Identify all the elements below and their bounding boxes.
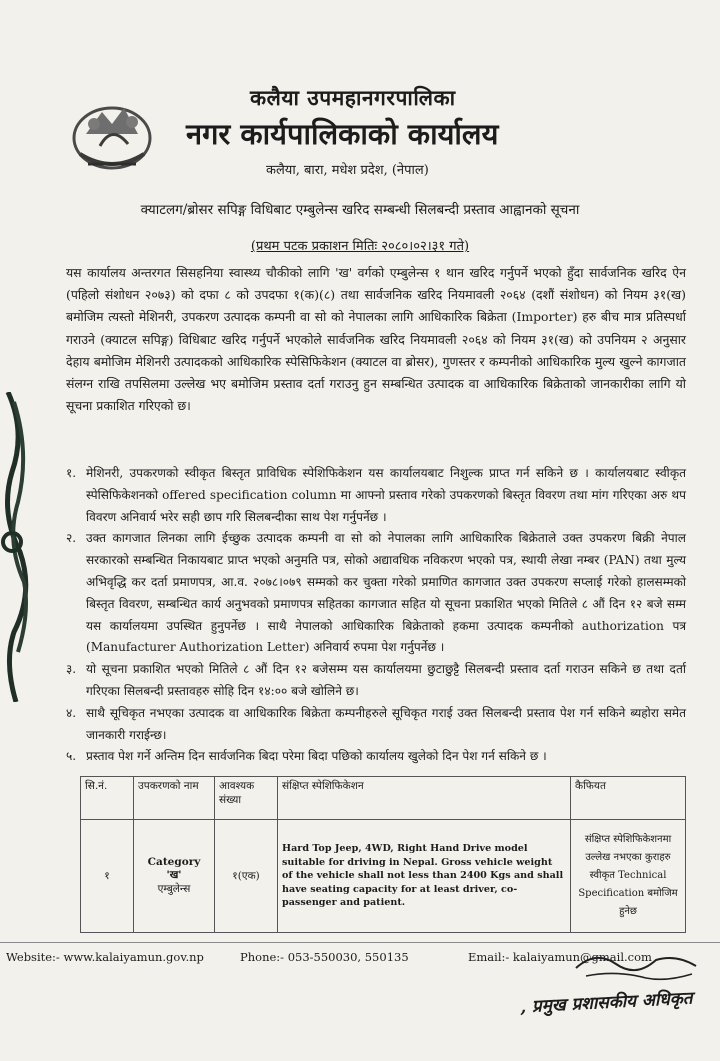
column-header-quantity: आवश्यक संख्या bbox=[215, 777, 278, 820]
list-item-text: यो सूचना प्रकाशित भएको मितिले ८ औं दिन १२ बजेसम्म यस कार्यालयमा छुटाछुट्टै सिलबन्दी प्रस्ताव दर्ता गराउन सकिने छ तथा दर्ता गरिएका सिलबन्दी प्रस्तावहरु सोहि दिन १४:०० बजे खोलिने छ। bbox=[86, 662, 686, 698]
footer-email: Email:- kalaiyamun@gmail.com bbox=[468, 950, 652, 964]
list-item-text: उक्त कागजात लिनका लागि ईच्छुक उत्पादक कम्पनी वा सो को नेपालका लागि आधिकारिक बिक्रेताले उक्त उपकरण बिक्री नेपाल सरकारको सम्बन्धित निकायबाट प्राप्त भएको अनुमति पत्र, सोको अद्यावधिक नविकरण भएको पत्र, स्थायी लेखा नम्बर (PAN) तथा मुल्य अभिवृद्धि कर दर्ता प्रमाणपत्र, आ.व. २०७८।०७९ सम्मको कर चुक्ता गरेको प्रमाणित कागजात उक्त उपकरण सप्लाई गरेको हालसम्मको बिस्तृत विवरण, सम्बन्धित कार्य अनुभवको प्रमाणपत्र सहितका कागजात सहित यो सूचना प्रकाशित भएको मितिले ८ औं दिन १२ बजे सम्म यस कार्यालयमा उपस्थित हुनुपर्नेछ । साथै नेपालको आधिकारिक बिक्रेताको हकमा उत्पादक कम्पनीको authorization पत्र (Manufacturer Authorization Letter) अनिवार्य रुपमा पेश गर्नुपर्नेछ । bbox=[86, 531, 686, 655]
cell-name-line: Category bbox=[147, 856, 201, 868]
list-item bbox=[66, 746, 686, 768]
list-item-number: ५. bbox=[66, 749, 77, 764]
column-header-specification: संक्षिप्त स्पेशिफिकेशन bbox=[278, 777, 571, 820]
footer-website: Website:- www.kalaiyamun.gov.np bbox=[6, 950, 204, 964]
government-emblem-icon bbox=[66, 94, 158, 178]
list-item bbox=[66, 703, 686, 747]
publication-date-text: (प्रथम पटक प्रकाशन मितिः २०८०।०२।३१ गते) bbox=[250, 239, 470, 254]
conditions-list bbox=[66, 463, 686, 768]
cell-name-line: 'ख' bbox=[166, 869, 182, 881]
list-item bbox=[66, 463, 686, 528]
list-item-number: २. bbox=[66, 531, 77, 546]
list-item-text: मेशिनरी, उपकरणको स्वीकृत बिस्तृत प्राविधिक स्पेशिफिकेशन यस कार्यालयबाट निशुल्क प्राप्त गर्न सकिने छ । कार्यालयबाट स्वीकृत स्पेसिफिकेशनको offered specification column मा आफ्नो प्रस्ताव गरेको उपकरणको बिस्तृत विवरण तथा मांग गरिएका अरु थप विवरण अनिवार्य भरेर सही छाप गरि सिलबन्दीका साथ पेश गर्नुपर्नेछ । bbox=[86, 466, 687, 524]
list-item-text: प्रस्ताव पेश गर्ने अन्तिम दिन सार्वजनिक बिदा परेमा बिदा पछिको कार्यालय खुलेको दिन पेश गर्न सकिने छ । bbox=[86, 749, 547, 764]
list-item bbox=[66, 659, 686, 703]
column-header-number: सि.नं. bbox=[81, 777, 134, 820]
table-row bbox=[81, 820, 686, 933]
cell-name bbox=[134, 820, 215, 933]
footer-phone: Phone:- 053-550030, 550135 bbox=[240, 950, 409, 964]
column-header-remarks: कैफियत bbox=[571, 777, 686, 820]
office-name: कलैया उपमहानगरपालिका bbox=[250, 85, 456, 110]
page-title: नगर कार्यपालिकाको कार्यालय bbox=[186, 117, 499, 151]
specification-table bbox=[80, 776, 686, 933]
publication-date bbox=[0, 236, 720, 254]
signature-title: , प्रमुख प्रशासकीय अधिकृत bbox=[519, 988, 693, 1018]
list-item-number: १. bbox=[66, 466, 77, 480]
list-item bbox=[66, 528, 686, 659]
cell-number: १ bbox=[81, 820, 134, 933]
list-item-number: ४. bbox=[66, 705, 77, 720]
footer-divider bbox=[0, 942, 720, 943]
column-header-name: उपकरणको नाम bbox=[134, 777, 215, 820]
cell-specification: Hard Top Jeep, 4WD, Right Hand Drive model suitable for driving in Nepal. Gross vehicle weight of the vehicle shall not less than 2400 Kgs and shall have seating capacity for at least driver, co-passenger and patient. bbox=[278, 820, 571, 933]
table-header-row bbox=[81, 777, 686, 820]
binding-thread-icon bbox=[0, 392, 34, 702]
body-paragraph: यस कार्यालय अन्तरगत सिसहनिया स्वास्थ्य चौकीको लागि 'ख' वर्गको एम्बुलेन्स १ थान खरिद गर्नुपर्ने भएको हुँदा सार्वजनिक खरिद ऐन (पहिलो संशोधन २०७३) को दफा ८ को उपदफा १(क)(८) तथा सार्वजनिक खरिद नियमावली २०६४ (दशौं संशोधन) को नियम ३१(ख) बमोजिम त्यस्तो मेशिनरी, उपकरण उत्पादक कम्पनी वा सो को नेपालका लागि आधिकारिक बिक्रेता (Importer) हरु बीच मात्र प्रतिस्पर्धा गराउने (क्याटल सपिङ्ग) विधिबाट खरिद गर्नुपर्ने भएकोले सार्वजनिक खरिद नियमावली २०६४ को नियम ३१(ख) को उपनियम २ अनुसार देहाय बमोजिम मेशिनरी उत्पादकको आधिकारिक स्पेसिफिकेशन (क्याटल वा ब्रोसर), गुणस्तर र कम्पनीको आधिकारिक मुल्य खुल्ने कागजात संलग्न राखि तपसिलमा उल्लेख भए बमोजिम प्रस्ताव दर्ता गराउनु हुन सम्बन्धित उत्पादक वा आधिकारिक बिक्रेताको जानकारीका लागि यो सूचना प्रकाशित गरिएको छ। bbox=[66, 265, 686, 414]
cell-quantity: १(एक) bbox=[215, 820, 278, 933]
list-item-text: साथै सूचिकृत नभएका उत्पादक वा आधिकारिक बिक्रेता कम्पनीहरुले सूचिकृत गराई उक्त सिलबन्दी प्रस्ताव पेश गर्न सकिने ब्यहोरा समेत जानकारी गराईन्छ। bbox=[86, 705, 686, 742]
notice-title: क्याटलग/ब्रोसर सपिङ्ग विधिबाट एम्बुलेन्स खरिद सम्बन्धी सिलबन्दी प्रस्ताव आह्वानको सूचना bbox=[140, 202, 580, 218]
office-address: कलैया, बारा, मधेश प्रदेश, (नेपाल) bbox=[266, 163, 429, 178]
list-item-number: ३. bbox=[66, 662, 77, 677]
cell-name-line: एम्बुलेन्स bbox=[157, 883, 191, 895]
cell-remarks: संक्षिप्त स्पेशिफिकेशनमा उल्लेख नभएका कुराहरु स्वीकृत Technical Specification बमोजिम हुनेछ bbox=[571, 820, 686, 933]
